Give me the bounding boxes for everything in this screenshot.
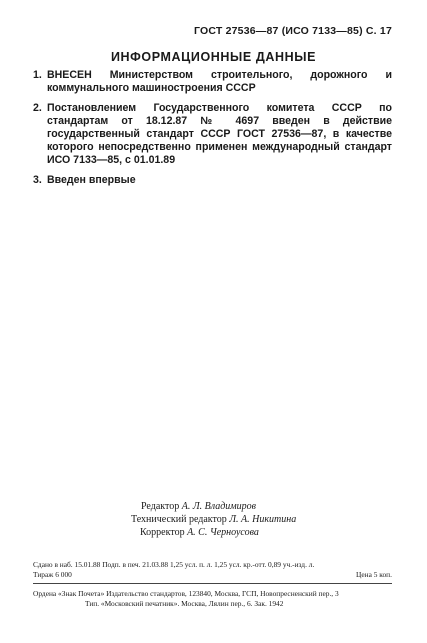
editor-line xyxy=(131,500,296,513)
item-text: Введен впервые xyxy=(47,174,136,186)
item-text: Постановлением Государственного комитета СССР по стандартам от 18.12.87 № 4697 введен в действие государственный стандарт СССР ГОСТ 27536—87, в качестве которого непосредственно применен международный стандарт ИСО 7133—85, с 01.01.89 xyxy=(47,102,392,166)
section-title: ИНФОРМАЦИОННЫЕ ДАННЫЕ xyxy=(110,50,317,64)
item-number: 1. xyxy=(33,69,42,81)
tech-editor-line xyxy=(131,513,296,526)
imprint-line: Сдано в наб. 15.01.88 Подп. в печ. 21.03.88 1,25 усл. п. л. 1,25 усл. кр.-отт. 0,89 уч.-изд. л. xyxy=(33,560,315,569)
info-item-2 xyxy=(33,102,392,167)
info-list xyxy=(33,69,392,194)
editorial-credits xyxy=(131,500,296,540)
tech-editor-role: Технический редактор xyxy=(131,514,227,526)
print-imprint xyxy=(33,560,392,579)
divider xyxy=(33,583,392,584)
item-number: 3. xyxy=(33,174,42,186)
corrector-name: А. С. Черноусова xyxy=(187,527,259,539)
running-head: ГОСТ 27536—87 (ИСО 7133—85) С. 17 xyxy=(193,25,392,37)
info-item-1 xyxy=(33,69,392,95)
imprint-row xyxy=(33,570,392,580)
info-item-3 xyxy=(33,174,392,187)
publisher-info xyxy=(33,589,392,608)
item-text: ВНЕСЕН Министерством строительного, дорожного и коммунального машиностроения СССР xyxy=(47,69,392,94)
tech-editor-name: Л. А. Никитина xyxy=(229,514,297,526)
price: Цена 5 коп. xyxy=(356,569,392,579)
corrector-line xyxy=(131,526,296,539)
editor-role: Редактор xyxy=(141,501,180,512)
corrector-role: Корректор xyxy=(140,527,185,539)
printer-line: Тип. «Московский печатник». Москва, Лялин пер., 6. Зак. 1942 xyxy=(85,598,284,608)
editor-name: А. Л. Владимиров xyxy=(181,501,256,512)
publisher-line: Ордена «Знак Почета» Издательство стандартов, 123840, Москва, ГСП, Новопресненский пер., 3 xyxy=(33,589,339,598)
item-number: 2. xyxy=(33,102,42,114)
circulation: Тираж 6 000 xyxy=(33,569,72,579)
